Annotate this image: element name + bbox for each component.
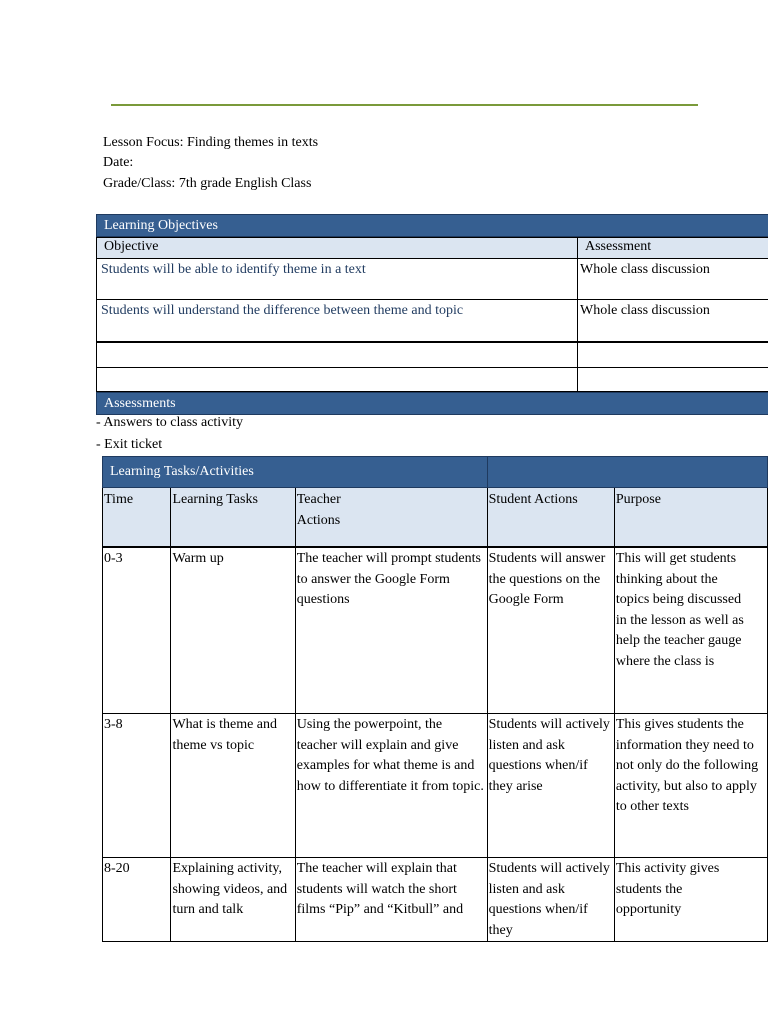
task-student-actions: Students will answer the questions on the Google Form xyxy=(487,547,614,714)
task-name: Warm up xyxy=(171,547,295,714)
learning-objectives-section xyxy=(96,214,768,415)
task-purpose: This gives students the information they need to not only do the following activity, but also to apply to other texts xyxy=(614,714,767,858)
tasks-title-blank xyxy=(487,457,767,488)
col-learning-tasks: Learning Tasks xyxy=(171,488,295,548)
assessments-title: Assessments xyxy=(96,392,768,415)
objective-row xyxy=(97,342,768,368)
task-row xyxy=(103,547,768,714)
task-purpose: This will get students thinking about the topics being discussed in the lesson as well as help the teacher gauge where the class is xyxy=(614,547,767,714)
col-purpose: Purpose xyxy=(614,488,767,548)
objectives-header-row xyxy=(97,238,768,259)
task-row xyxy=(103,714,768,858)
task-teacher-actions: Using the powerpoint, the teacher will explain and give examples for what theme is and how to differentiate it from topic. xyxy=(295,714,487,858)
col-student-actions: Student Actions xyxy=(487,488,614,548)
objectives-table xyxy=(96,237,768,392)
task-purpose: This activity gives students the opportunity xyxy=(614,858,767,942)
learning-tasks-table xyxy=(102,456,768,942)
objective-assessment: Whole class discussion xyxy=(578,259,768,300)
objective-text: Students will be able to identify theme in a text xyxy=(97,259,578,300)
header-rule xyxy=(111,104,698,106)
col-objective: Objective xyxy=(97,238,578,259)
objective-assessment xyxy=(578,368,768,392)
col-teacher-actions: Teacher Actions xyxy=(295,488,487,548)
col-time: Time xyxy=(103,488,171,548)
task-teacher-actions: The teacher will explain that students will watch the short films “Pip” and “Kitbull” and xyxy=(295,858,487,942)
task-name: What is theme and theme vs topic xyxy=(171,714,295,858)
task-student-actions: Students will actively listen and ask questions when/if they arise xyxy=(487,714,614,858)
assessments-list xyxy=(96,412,243,456)
objective-assessment: Whole class discussion xyxy=(578,300,768,343)
task-row xyxy=(103,858,768,942)
objective-row xyxy=(97,259,768,300)
assessment-item: - Answers to class activity xyxy=(96,415,243,430)
objective-text xyxy=(97,342,578,368)
task-student-actions: Students will actively listen and ask questions when/if they xyxy=(487,858,614,942)
grade-class: Grade/Class: 7th grade English Class xyxy=(103,176,312,191)
tasks-title-row xyxy=(103,457,768,488)
task-time: 0-3 xyxy=(103,547,171,714)
lesson-focus: Lesson Focus: Finding themes in texts xyxy=(103,135,319,150)
assessment-item: - Exit ticket xyxy=(96,437,163,452)
task-name: Explaining activity, showing videos, and turn and talk xyxy=(171,858,295,942)
col-assessment: Assessment xyxy=(578,238,768,259)
task-time: 3-8 xyxy=(103,714,171,858)
objective-assessment xyxy=(578,342,768,368)
objective-text xyxy=(97,368,578,392)
learning-tasks-title: Learning Tasks/Activities xyxy=(103,457,488,488)
objective-row xyxy=(97,300,768,343)
objective-text: Students will understand the difference between theme and topic xyxy=(97,300,578,343)
task-teacher-actions: The teacher will prompt students to answer the Google Form questions xyxy=(295,547,487,714)
tasks-header-row xyxy=(103,488,768,548)
lesson-date: Date: xyxy=(103,155,134,170)
task-time: 8-20 xyxy=(103,858,171,942)
objective-row xyxy=(97,368,768,392)
learning-objectives-title: Learning Objectives xyxy=(96,214,768,237)
